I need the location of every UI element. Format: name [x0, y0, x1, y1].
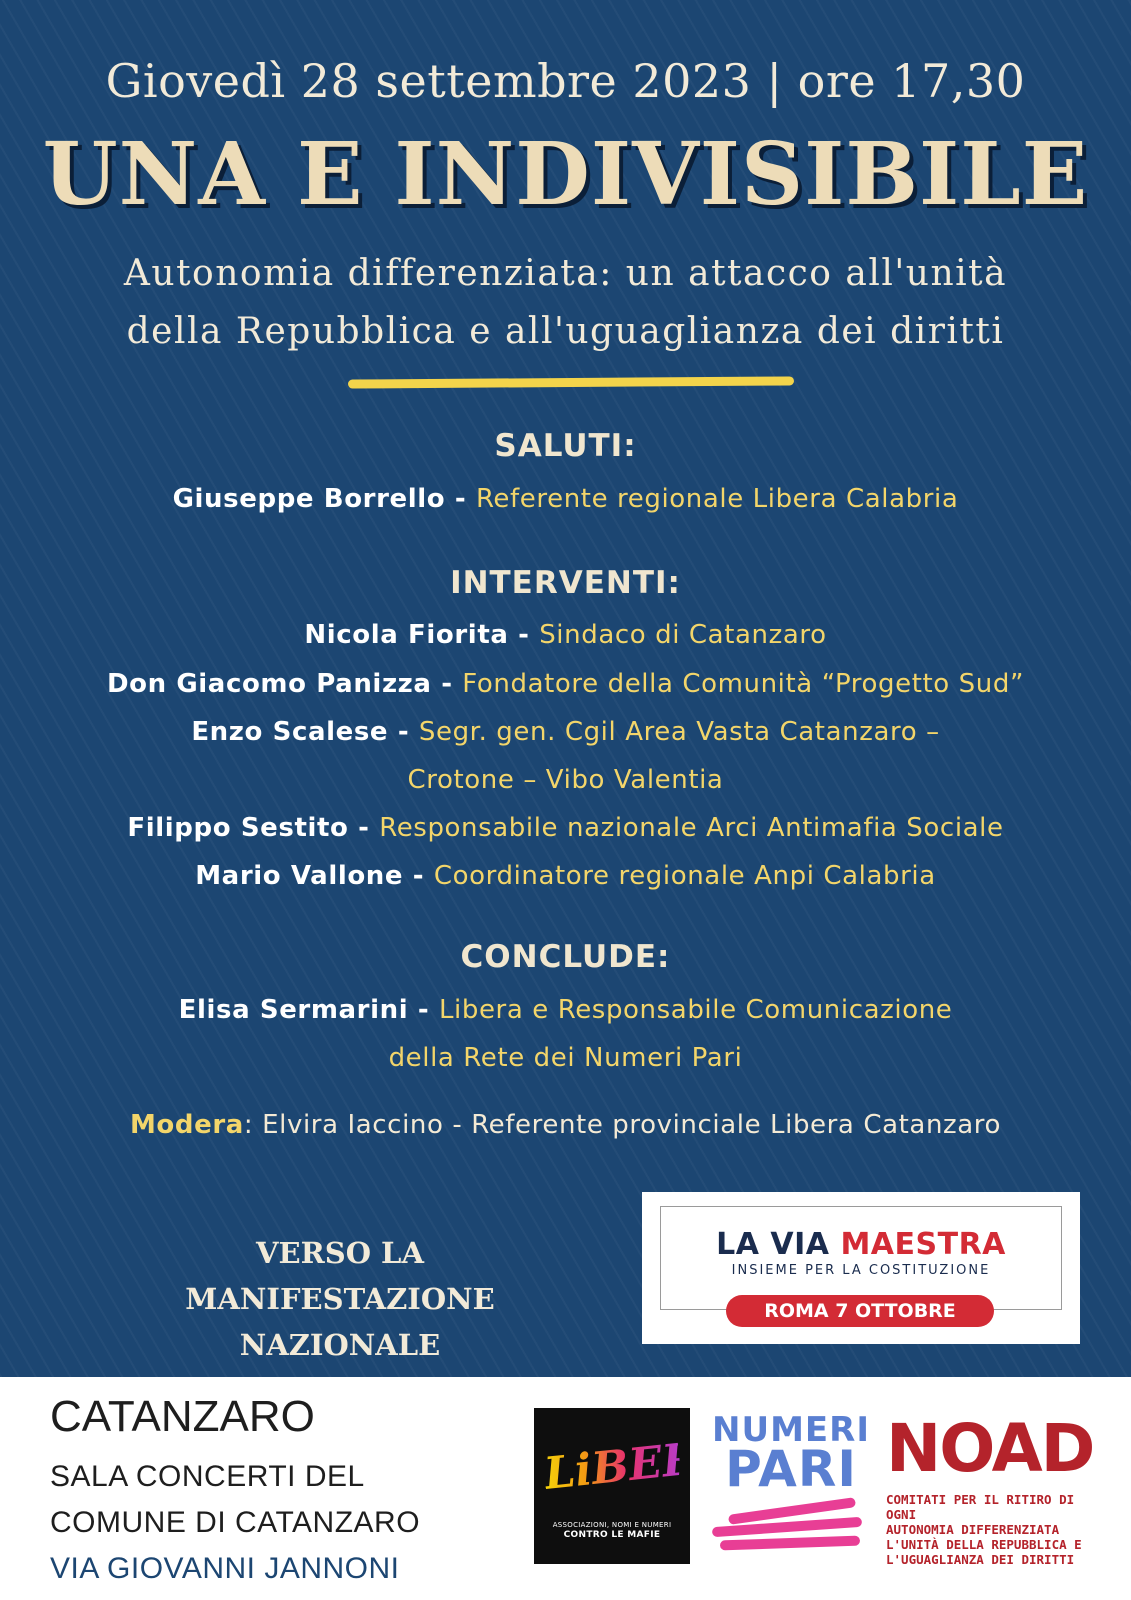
speaker-separator: -	[403, 861, 434, 891]
speaker-line	[0, 813, 1131, 843]
speaker-name: Enzo Scalese	[191, 717, 389, 747]
conclude-heading: CONCLUDE:	[460, 939, 671, 975]
event-subtitle	[0, 245, 1131, 361]
via-maestra-title-part: LA VIA	[716, 1227, 841, 1262]
speaker-separator: -	[508, 620, 540, 650]
brush-stroke	[720, 1536, 860, 1551]
speaker-role: Responsabile nazionale Arci Antimafia Sociale	[379, 813, 1004, 843]
speaker-line	[0, 995, 1131, 1025]
moderator-label: Modera	[129, 1110, 244, 1140]
speaker-line	[0, 484, 1131, 514]
speaker-role: Libera e Responsabile Comunicazione	[438, 995, 953, 1025]
speaker-line	[0, 861, 1131, 891]
libera-logo	[534, 1408, 736, 1564]
libera-tagline	[538, 1520, 686, 1540]
speaker-role: Crotone – Vibo Valentia	[407, 765, 724, 795]
speaker-separator: -	[388, 717, 419, 747]
speaker-separator: -	[408, 995, 439, 1025]
speaker-name: Filippo Sestito	[127, 813, 349, 843]
via-maestra-title-accent: MAESTRA	[840, 1227, 1006, 1262]
moderator-text: : Elvira Iaccino - Referente provinciale Libera Catanzaro	[243, 1110, 1002, 1140]
speaker-role: Referente regionale Libera Calabria	[475, 484, 959, 514]
numeri-pari-bottom: PARI	[725, 1440, 857, 1498]
speaker-name: Elisa Sermarini	[178, 995, 409, 1025]
speaker-role-continued	[0, 765, 1131, 795]
speaker-line	[0, 620, 1131, 650]
speaker-role: Sindaco di Catanzaro	[539, 620, 827, 650]
speaker-role: Fondatore della Comunità “Progetto Sud”	[462, 669, 1025, 699]
numeri-pari-logo	[706, 1410, 876, 1560]
subtitle-line: Autonomia differenziata: un attacco all'unità	[123, 253, 1008, 294]
moderator-line	[0, 1110, 1131, 1140]
noad-wordmark: NOAD	[886, 1410, 1094, 1487]
venue-name: COMUNE DI CATANZARO	[50, 1506, 421, 1539]
verso-manifestazione	[80, 1230, 600, 1368]
speaker-role: della Rete dei Numeri Pari	[388, 1043, 743, 1073]
speaker-role: Segr. gen. Cgil Area Vasta Catanzaro –	[418, 717, 940, 747]
event-date: Giovedì 28 settembre 2023 | ore 17,30	[105, 54, 1026, 108]
speaker-role-continued	[0, 1043, 1131, 1073]
event-title: UNA E INDIVISIBILE	[42, 124, 1089, 225]
venue-name: SALA CONCERTI DEL	[50, 1460, 365, 1493]
noad-tagline-line: L'UGUAGLIANZA DEI DIRITTI	[886, 1552, 1075, 1567]
speaker-name: Mario Vallone	[195, 861, 404, 891]
noad-tagline-line: L'UNITÀ DELLA REPUBBLICA E	[886, 1537, 1082, 1552]
libera-tagline-line: ASSOCIAZIONI, NOMI E NUMERI	[552, 1521, 672, 1529]
verso-line: MANIFESTAZIONE NAZIONALE	[185, 1282, 495, 1362]
speaker-name: Giuseppe Borrello	[172, 484, 446, 514]
speaker-name: Nicola Fiorita	[304, 620, 509, 650]
venue-city: CATANZARO	[50, 1392, 315, 1441]
speaker-role: Coordinatore regionale Anpi Calabria	[433, 861, 936, 891]
noad-logo	[886, 1410, 1094, 1570]
via-maestra-subtitle: INSIEME PER LA COSTITUZIONE	[731, 1263, 991, 1278]
via-maestra-title	[661, 1227, 1061, 1262]
noad-tagline-line: COMITATI PER IL RITIRO DI OGNI	[886, 1492, 1075, 1522]
noad-tagline	[886, 1492, 1082, 1567]
numeri-pari-top: NUMERI	[712, 1410, 870, 1450]
saluti-heading: SALUTI:	[494, 428, 637, 464]
venue-street: VIA GIOVANNI JANNONI	[50, 1552, 400, 1585]
via-maestra-date-pill: ROMA 7 OTTOBRE	[726, 1295, 994, 1327]
speaker-separator: -	[431, 669, 463, 699]
libera-wordmark: LiBERA	[541, 1429, 736, 1500]
speaker-separator: -	[348, 813, 380, 843]
subtitle-line: della Repubblica e all'uguaglianza dei diritti	[126, 311, 1005, 352]
via-maestra-logo	[642, 1192, 1080, 1344]
speaker-separator: -	[445, 484, 476, 514]
libera-tagline-line: CONTRO LE MAFIE	[563, 1530, 661, 1540]
speaker-line	[0, 717, 1131, 747]
noad-tagline-line: AUTONOMIA DIFFERENZIATA	[886, 1522, 1060, 1537]
yellow-divider	[348, 376, 794, 388]
speaker-name: Don Giacomo Panizza	[106, 669, 432, 699]
verso-line: VERSO LA	[256, 1236, 424, 1270]
interventi-heading: INTERVENTI:	[450, 565, 681, 601]
speaker-line	[0, 669, 1131, 699]
